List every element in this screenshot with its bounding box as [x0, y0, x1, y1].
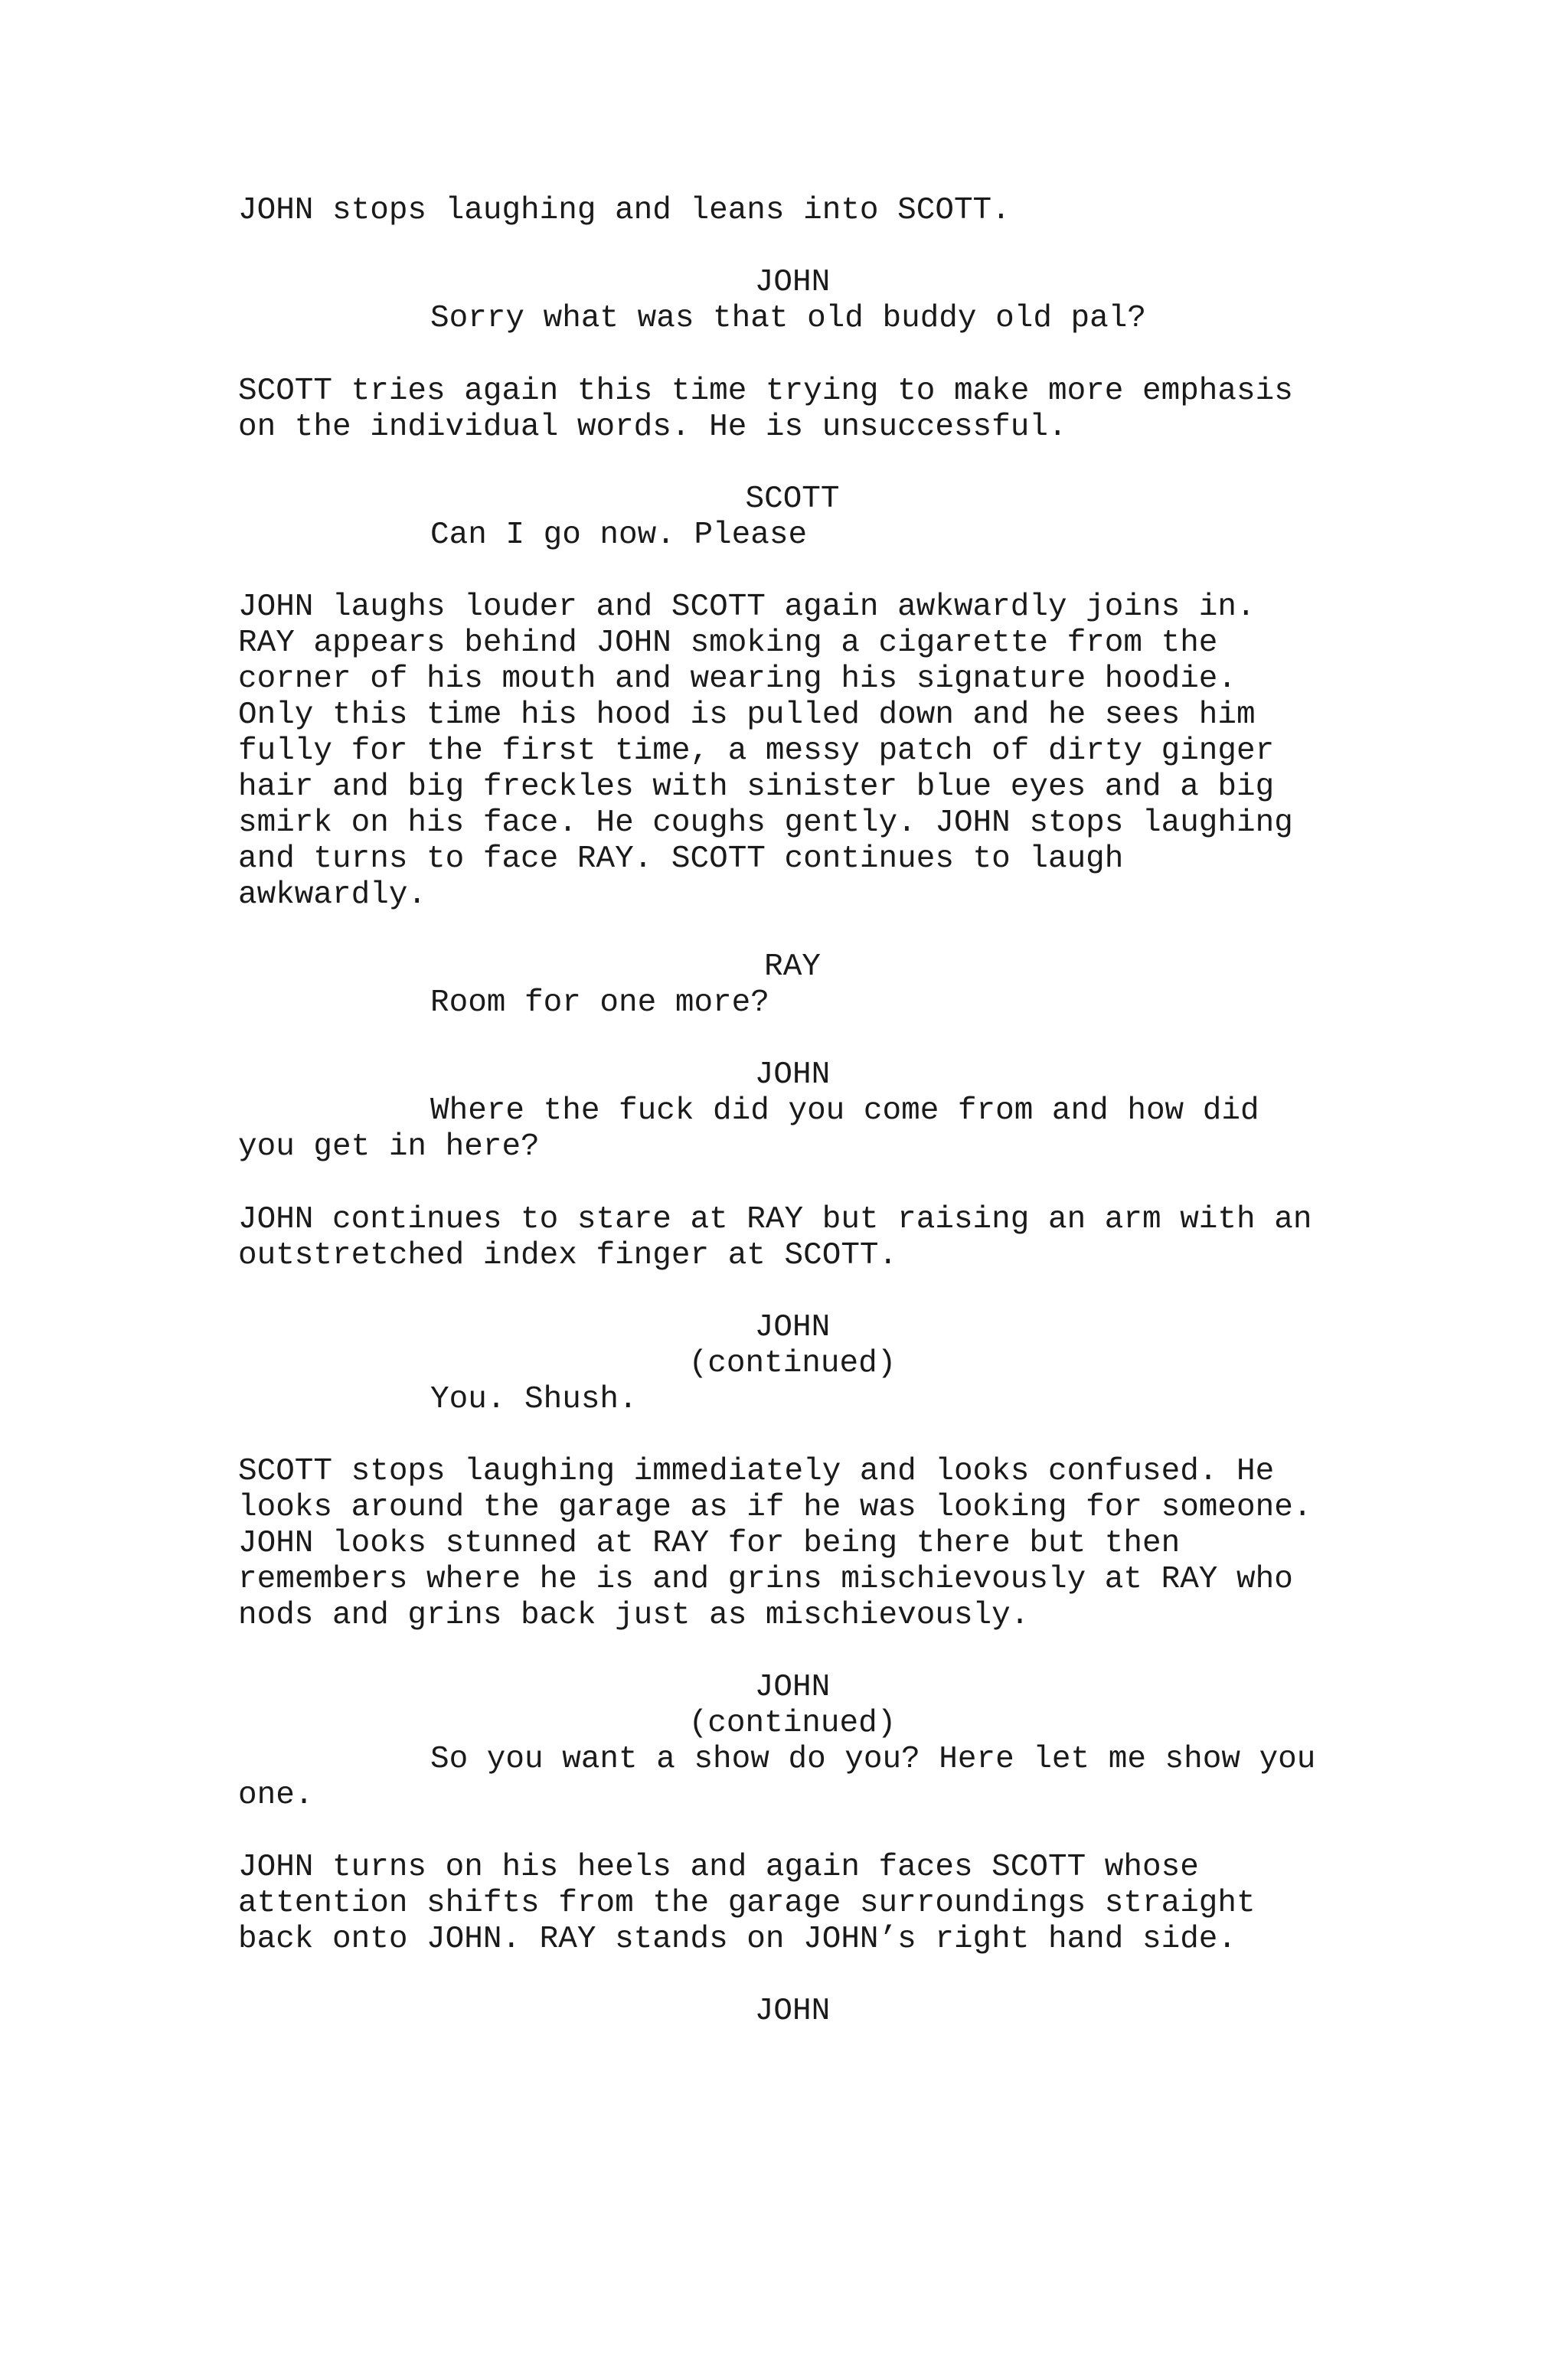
dialogue-line: So you want a show do you? Here let me show you	[430, 1742, 1316, 1777]
character-extension: (continued)	[688, 1346, 897, 1381]
dialogue-line: Where the fuck did you come from and how did	[430, 1093, 1259, 1129]
dialogue-line: you get in here?	[238, 1129, 540, 1165]
action-line: Only this time his hood is pulled down and he sees him	[238, 697, 1256, 733]
dialogue-line: one.	[238, 1778, 314, 1813]
action-line: outstretched index finger at SCOTT.	[238, 1238, 898, 1273]
action-line: fully for the first time, a messy patch of dirty ginger	[238, 733, 1275, 769]
action-line: JOHN turns on his heels and again faces SCOTT whose	[238, 1850, 1199, 1885]
action-line: back onto JOHN. RAY stands on JOHN’s right hand side.	[238, 1922, 1237, 1957]
character-cue: RAY	[764, 949, 821, 985]
character-cue: SCOTT	[745, 482, 840, 517]
character-cue: JOHN	[754, 1670, 831, 1705]
dialogue-line: You. Shush.	[430, 1382, 638, 1417]
character-cue: JOHN	[754, 1994, 831, 2029]
action-line: nods and grins back just as mischievously.	[238, 1598, 1030, 1633]
action-line: JOHN laughs louder and SCOTT again awkwardly joins in.	[238, 590, 1256, 625]
character-cue: JOHN	[754, 1057, 831, 1093]
action-line: corner of his mouth and wearing his signature hoodie.	[238, 662, 1237, 697]
action-line: SCOTT stops laughing immediately and looks confused. He	[238, 1454, 1275, 1489]
action-line: and turns to face RAY. SCOTT continues to laugh	[238, 841, 1124, 877]
action-line: SCOTT tries again this time trying to make more emphasis	[238, 374, 1293, 409]
action-line: remembers where he is and grins mischievously at RAY who	[238, 1562, 1293, 1597]
action-line: hair and big freckles with sinister blue eyes and a big	[238, 769, 1275, 805]
action-line: attention shifts from the garage surroundings straight	[238, 1886, 1256, 1921]
dialogue-line: Can I go now. Please	[430, 518, 808, 553]
character-cue: JOHN	[754, 1310, 831, 1345]
character-extension: (continued)	[688, 1706, 897, 1741]
action-line: awkwardly.	[238, 877, 427, 913]
action-line: JOHN stops laughing and leans into SCOTT.	[238, 193, 1011, 228]
action-line: JOHN looks stunned at RAY for being there but then	[238, 1526, 1181, 1561]
action-line: JOHN continues to stare at RAY but raising an arm with an	[238, 1202, 1312, 1237]
character-cue: JOHN	[754, 265, 831, 300]
action-line: looks around the garage as if he was looking for someone.	[238, 1490, 1312, 1525]
dialogue-line: Sorry what was that old buddy old pal?	[430, 301, 1146, 336]
action-line: on the individual words. He is unsuccessful.	[238, 410, 1067, 445]
action-line: RAY appears behind JOHN smoking a cigarette from the	[238, 626, 1218, 661]
dialogue-line: Room for one more?	[430, 985, 769, 1021]
action-line: smirk on his face. He coughs gently. JOHN stops laughing	[238, 805, 1293, 841]
